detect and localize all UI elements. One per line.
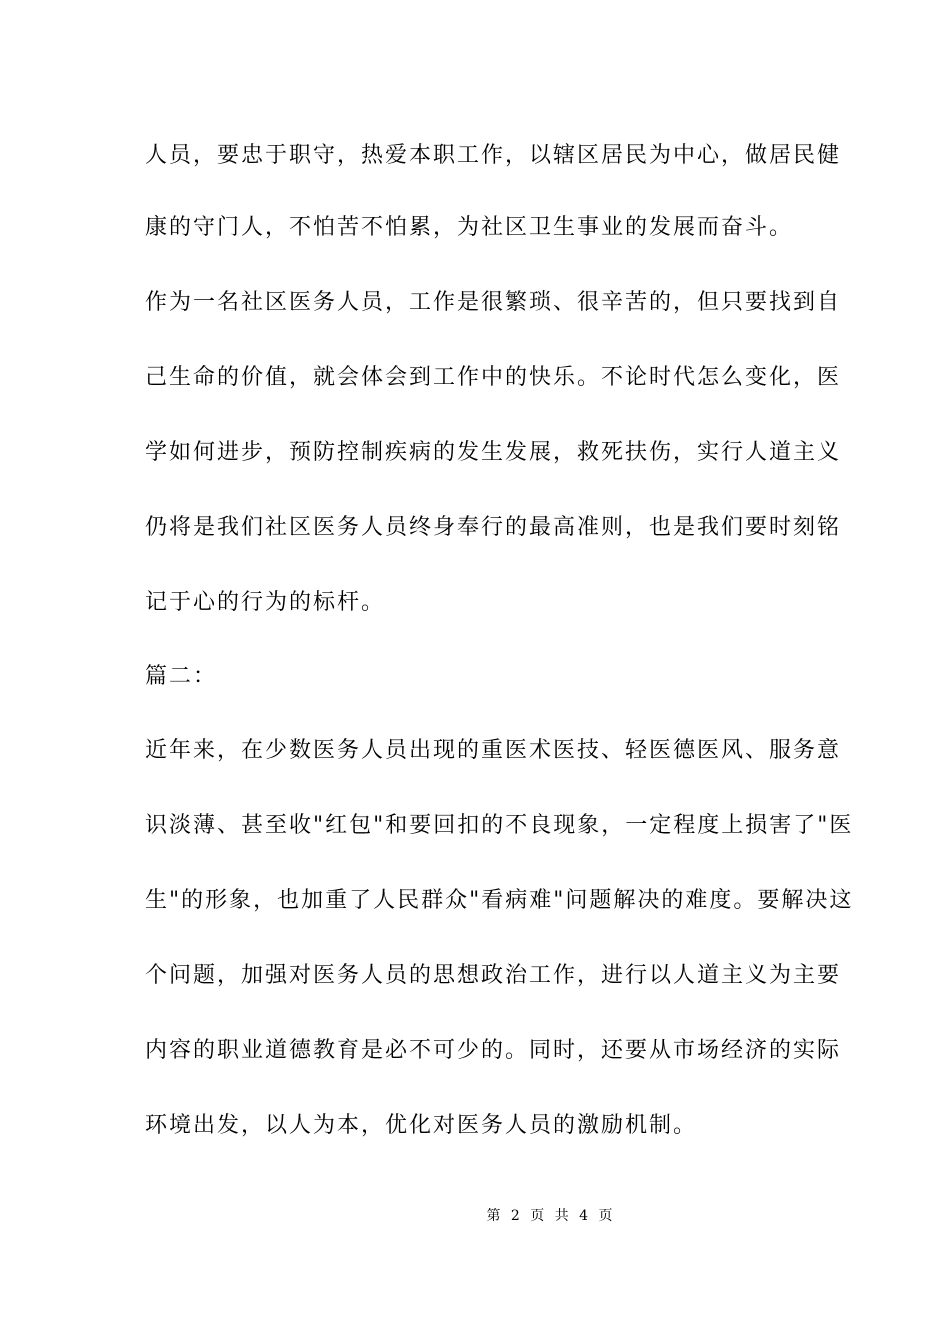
text-line: 学如何进步，预防控制疾病的发生发展，救死扶伤，实行人道主义 bbox=[145, 440, 842, 465]
text-line: 环境出发，以人为本，优化对医务人员的激励机制。 bbox=[145, 1113, 698, 1138]
text-line: 生"的形象，也加重了人民群众"看病难"问题解决的难度。要解决这 bbox=[145, 888, 854, 913]
text-line: 己生命的价值，就会体会到工作中的快乐。不论时代怎么变化，医 bbox=[145, 365, 842, 390]
text-line: 识淡薄、甚至收"红包"和要回扣的不良现象，一定程度上损害了"医 bbox=[145, 813, 854, 838]
text-line: 人员，要忠于职守，热爱本职工作，以辖区居民为中心，做居民健 bbox=[145, 143, 842, 168]
text-line: 康的守门人，不怕苦不怕累，为社区卫生事业的发展而奋斗。 bbox=[145, 215, 794, 240]
page-number: 第 2 页 共 4 页 bbox=[486, 1208, 616, 1224]
text-line: 作为一名社区医务人员，工作是很繁琐、很辛苦的，但只要找到自 bbox=[145, 290, 842, 315]
text-line: 记于心的行为的标杆。 bbox=[145, 590, 386, 615]
text-line: 近年来，在少数医务人员出现的重医术医技、轻医德医风、服务意 bbox=[145, 738, 842, 763]
section-heading: 篇二： bbox=[145, 664, 218, 689]
text-line: 个问题，加强对医务人员的思想政治工作，进行以人道主义为主要 bbox=[145, 963, 842, 988]
text-line: 内容的职业道德教育是必不可少的。同时，还要从市场经济的实际 bbox=[145, 1038, 842, 1063]
text-line: 仍将是我们社区医务人员终身奉行的最高准则，也是我们要时刻铭 bbox=[145, 515, 842, 540]
